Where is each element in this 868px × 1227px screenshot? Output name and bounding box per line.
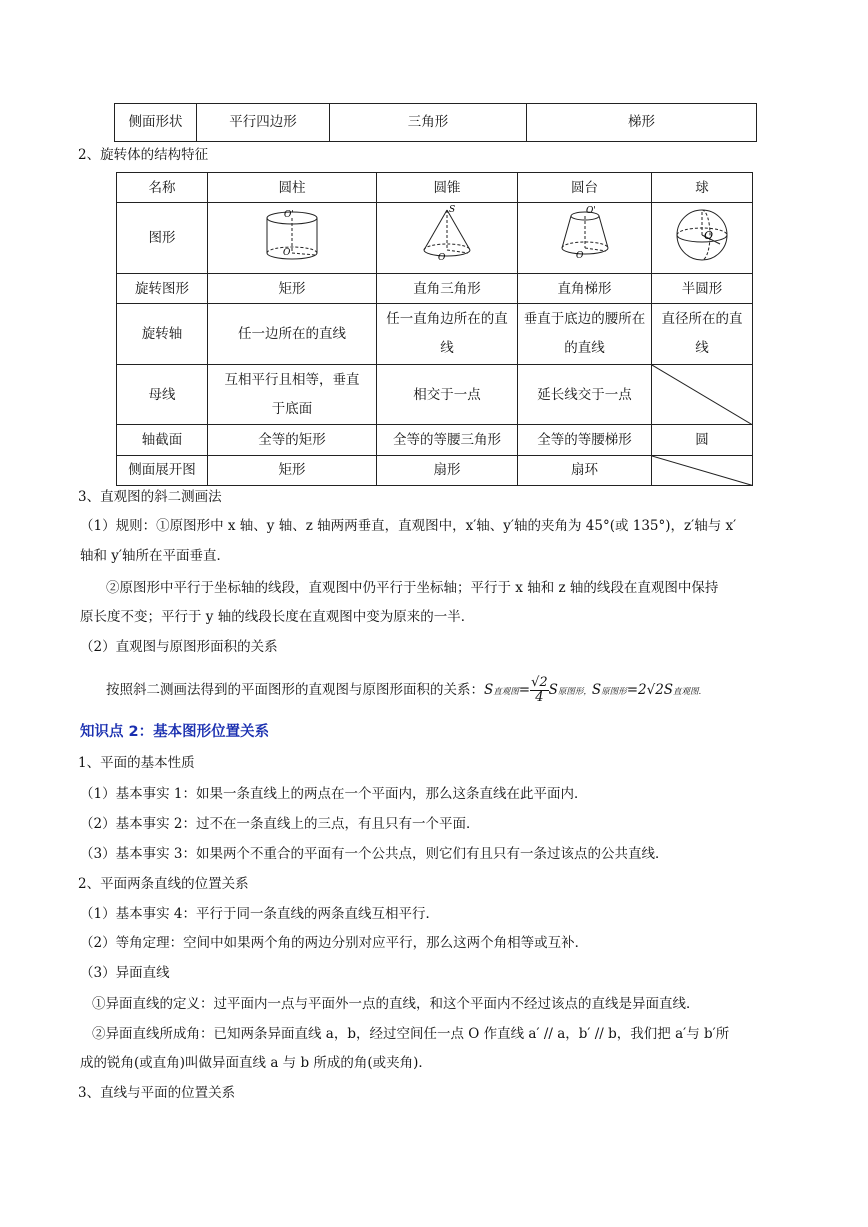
header-cone: 圆锥 <box>377 173 518 203</box>
fact-3: （3）基本事实 3：如果两个不重合的平面有一个公共点，则它们有且只有一条过该点的公共直线． <box>80 846 669 862</box>
cell: 矩形 <box>208 273 377 303</box>
sphere-figure <box>652 203 753 274</box>
cell: 半圆形 <box>652 273 753 303</box>
svg-text:O: O <box>283 247 291 258</box>
header-cylinder: 圆柱 <box>208 173 377 203</box>
rule-paragraph-1b: 轴和 y′轴所在平面垂直． <box>80 548 230 564</box>
row-label-lateral-unfold: 侧面展开图 <box>117 455 208 485</box>
header-name: 名称 <box>117 173 208 203</box>
cell: 垂直于底边的腰所在的直线 <box>518 304 652 365</box>
row-label-axial-section: 轴截面 <box>117 425 208 455</box>
header-sphere: 球 <box>652 173 753 203</box>
area-formula-line <box>106 672 701 710</box>
cell: 直角三角形 <box>377 273 518 303</box>
skew-lines-angle-b: 成的锐角(或直角)叫做异面直线 a 与 b 所成的角(或夹角)． <box>80 1055 432 1071</box>
cell: 圆 <box>652 425 753 455</box>
cell: 任一边所在的直线 <box>208 304 377 365</box>
section-title-oblique: 3、直观图的斜二测画法 <box>78 489 222 505</box>
cell: 相交于一点 <box>377 364 518 425</box>
cell: 任一直角边所在的直线 <box>377 304 518 365</box>
skew-lines-angle-a: ②异面直线所成角：已知两条异面直线 a，b，经过空间任一点 O 作直线 a′ // a，b′ // b，我们把 a′与 b′所 <box>92 1026 730 1042</box>
diagonal-empty-cell <box>652 364 753 425</box>
fact-2: （2）基本事实 2：过不在一条直线上的三点，有且只有一个平面． <box>80 816 480 832</box>
svg-text:O: O <box>704 228 714 242</box>
cell: 全等的等腰梯形 <box>518 425 652 455</box>
table1-cell-frustum: 梯形 <box>527 104 757 142</box>
cone-icon <box>412 204 482 266</box>
svg-text:O: O <box>575 250 583 261</box>
cylinder-icon <box>257 205 327 265</box>
row-label-generatrix: 母线 <box>117 364 208 425</box>
plane-properties-title: 1、平面的基本性质 <box>78 755 195 771</box>
line-plane-title: 3、直线与平面的位置关系 <box>78 1085 236 1101</box>
lateral-shape-table <box>114 103 757 142</box>
area-formula-text: 按照斜二测画法得到的平面图形的直观图与原图形面积的关系： <box>106 682 484 698</box>
row-label-rotation-figure: 旋转图形 <box>117 273 208 303</box>
equal-angle-theorem: （2）等角定理：空间中如果两个角的两边分别对应平行，那么这两个角相等或互补． <box>80 935 589 951</box>
cell: 扇形 <box>377 455 518 485</box>
rule-paragraph-2b: 原长度不变；平行于 y 轴的线段长度在直观图中变为原来的一半． <box>80 609 475 625</box>
fact-4: （1）基本事实 4：平行于同一条直线的两条直线互相平行． <box>80 906 439 922</box>
two-lines-title: 2、平面两条直线的位置关系 <box>78 876 249 892</box>
table1-cell-prism: 平行四边形 <box>197 104 330 142</box>
cell: 全等的矩形 <box>208 425 377 455</box>
cell: 全等的等腰三角形 <box>377 425 518 455</box>
frustum-icon <box>550 204 620 266</box>
rule-paragraph-1a: （1）规则：①原图形中 x 轴、y 轴、z 轴两两垂直，直观图中，x′轴、y′轴的夹角为 45°(或 135°)，z′轴与 x′ <box>80 518 737 534</box>
row-label-figure: 图形 <box>117 203 208 274</box>
header-frustum: 圆台 <box>518 173 652 203</box>
svg-text:S: S <box>449 204 456 215</box>
table1-label: 侧面形状 <box>115 104 197 142</box>
cone-figure <box>377 203 518 274</box>
skew-lines-definition: ①异面直线的定义：过平面内一点与平面外一点的直线，和这个平面内不经过该点的直线是异面直线． <box>92 996 700 1012</box>
row-label-axis: 旋转轴 <box>117 304 208 365</box>
diagonal-empty-cell <box>652 455 753 485</box>
cylinder-figure <box>208 203 377 274</box>
area-relation-heading: （2）直观图与原图形面积的关系 <box>80 639 278 655</box>
cell: 直角梯形 <box>518 273 652 303</box>
area-formula: S直观图= $\frac{√2}{4}$ S原图形，S原图形=2√2S直观图. <box>484 675 702 705</box>
skew-lines-heading: （3）异面直线 <box>80 965 170 981</box>
cell: 直径所在的直线 <box>652 304 753 365</box>
table1-cell-pyramid: 三角形 <box>330 104 527 142</box>
svg-text:O': O' <box>284 209 294 220</box>
fact-1: （1）基本事实 1：如果一条直线上的两点在一个平面内，那么这条直线在此平面内． <box>80 786 588 802</box>
sphere-icon <box>670 204 734 266</box>
cell: 矩形 <box>208 455 377 485</box>
knowledge-point-2-title: 知识点 2：基本图形位置关系 <box>80 724 270 740</box>
cell: 延长线交于一点 <box>518 364 652 425</box>
frustum-figure <box>518 203 652 274</box>
rotation-body-table <box>116 172 753 486</box>
cell: 扇环 <box>518 455 652 485</box>
svg-text:O': O' <box>585 205 596 216</box>
section-title-rotation: 2、旋转体的结构特征 <box>78 147 209 163</box>
rule-paragraph-2a: ②原图形中平行于坐标轴的线段，直观图中仍平行于坐标轴；平行于 x 轴和 z 轴的线段在直观图中保持 <box>106 580 719 596</box>
svg-text:O: O <box>438 252 446 263</box>
cell: 互相平行且相等，垂直于底面 <box>208 364 377 425</box>
